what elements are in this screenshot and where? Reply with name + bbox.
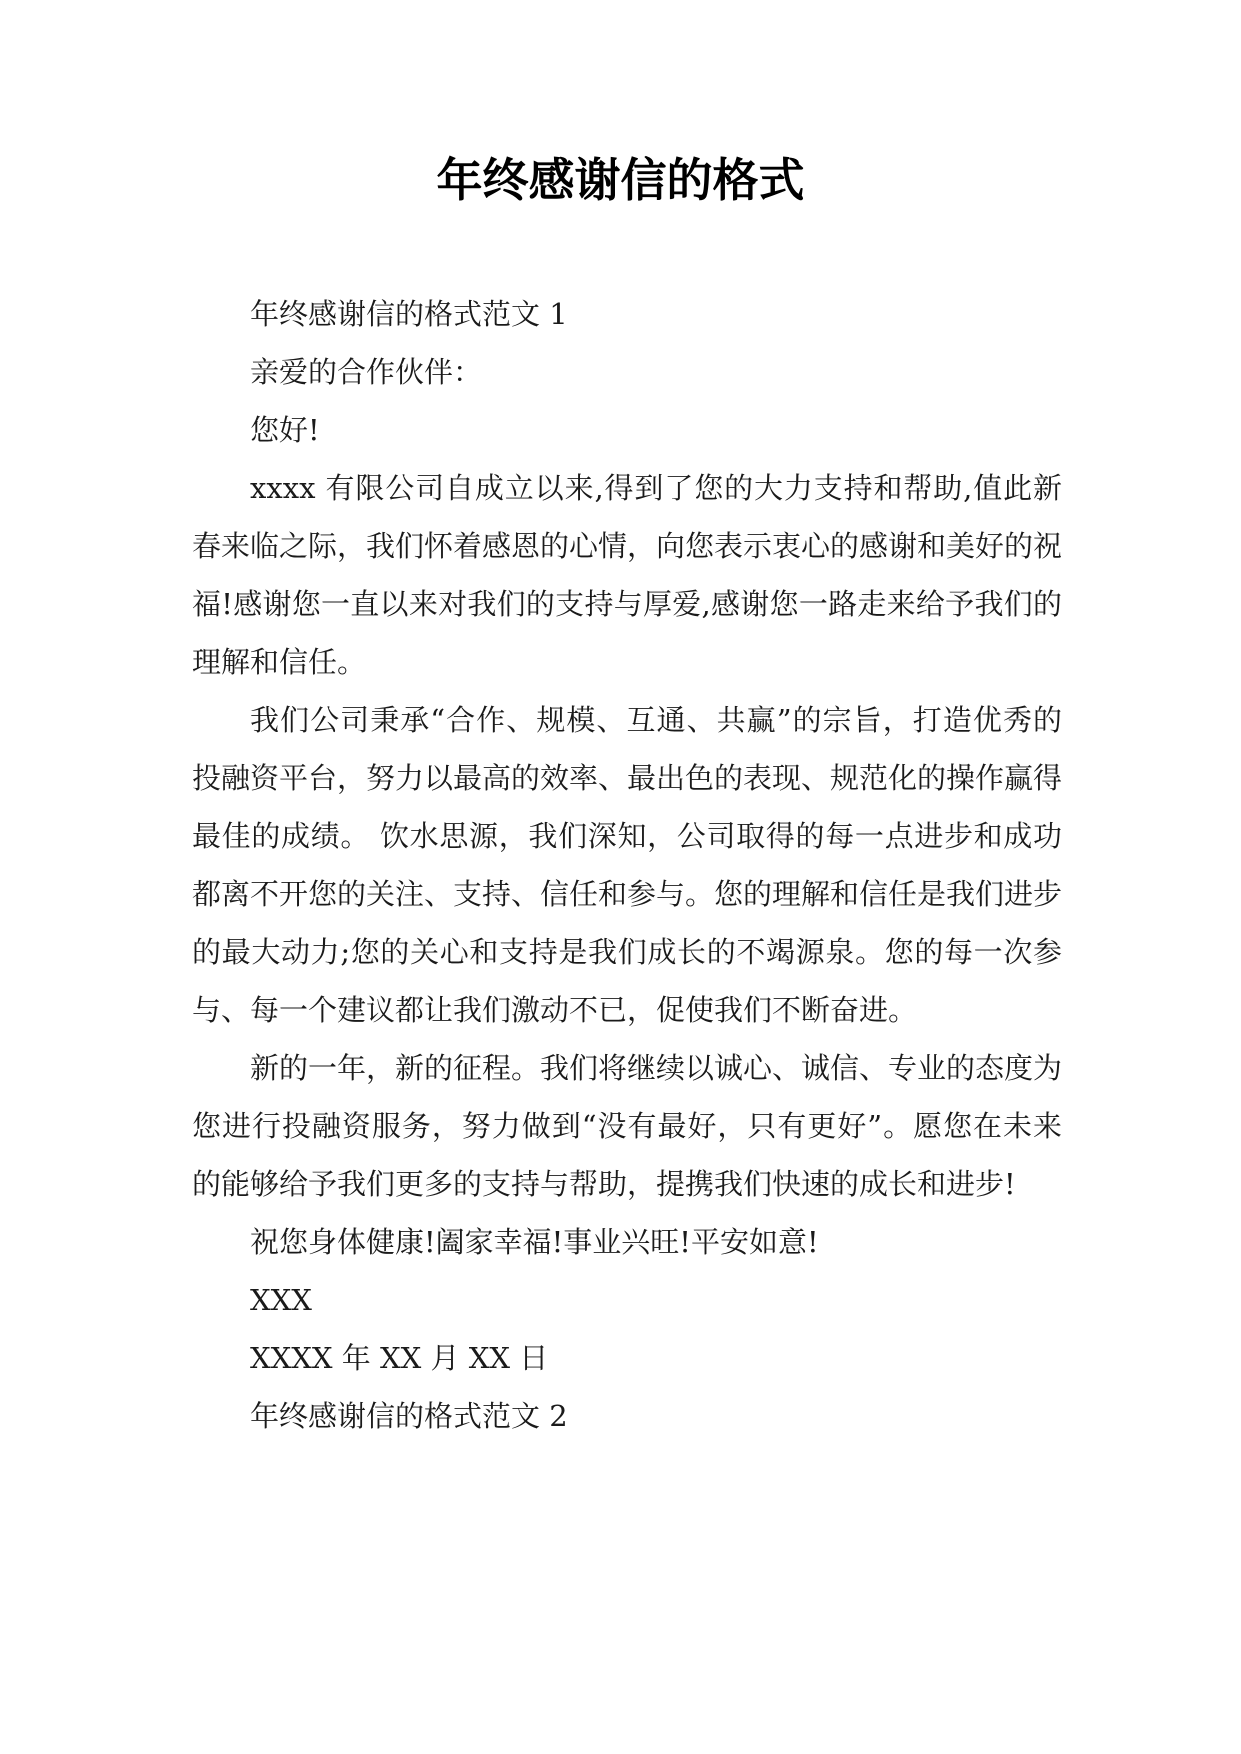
section-heading-1: 年终感谢信的格式范文 1: [250, 297, 568, 331]
body-paragraph: xxxx 有限公司自成立以来,得到了您的大力支持和帮助,值此新春来临之际，我们怀着感恩的心情，向您表示衷心的感谢和美好的祝福!感谢您一直以来对我们的支持与厚爱,感谢您一路走来给予我们的理解和信任。: [192, 471, 1063, 679]
salutation: 亲爱的合作伙伴：: [250, 355, 483, 389]
body-paragraph: 我们公司秉承“合作、规模、互通、共赢”的宗旨，打造优秀的投融资平台，努力以最高的效率、最出色的表现、规范化的操作赢得最佳的成绩。 饮水思源，我们深知，公司取得的每一点进步和成功都离不开您的关注、支持、信任和参与。您的理解和信任是我们进步的最大动力;您的关心和支持是我们成长的不竭源泉。您的每一次参与、每一个建议都让我们激动不已，促使我们不断奋进。: [192, 703, 1063, 1027]
body-paragraph: 新的一年，新的征程。我们将继续以诚心、诚信、专业的态度为您进行投融资服务，努力做到“没有最好，只有更好”。愿您在未来的能够给予我们更多的支持与帮助，提携我们快速的成长和进步!: [192, 1051, 1063, 1201]
closing-wishes: 祝您身体健康!阖家幸福!事业兴旺!平安如意!: [250, 1225, 819, 1259]
date-line: XXXX 年 XX 月 XX 日: [250, 1341, 549, 1375]
greeting: 您好!: [250, 413, 320, 447]
signature: XXX: [250, 1283, 312, 1317]
document-body: [192, 285, 1062, 1445]
document-title: 年终感谢信的格式: [436, 153, 805, 207]
section-heading-2: 年终感谢信的格式范文 2: [250, 1399, 568, 1433]
